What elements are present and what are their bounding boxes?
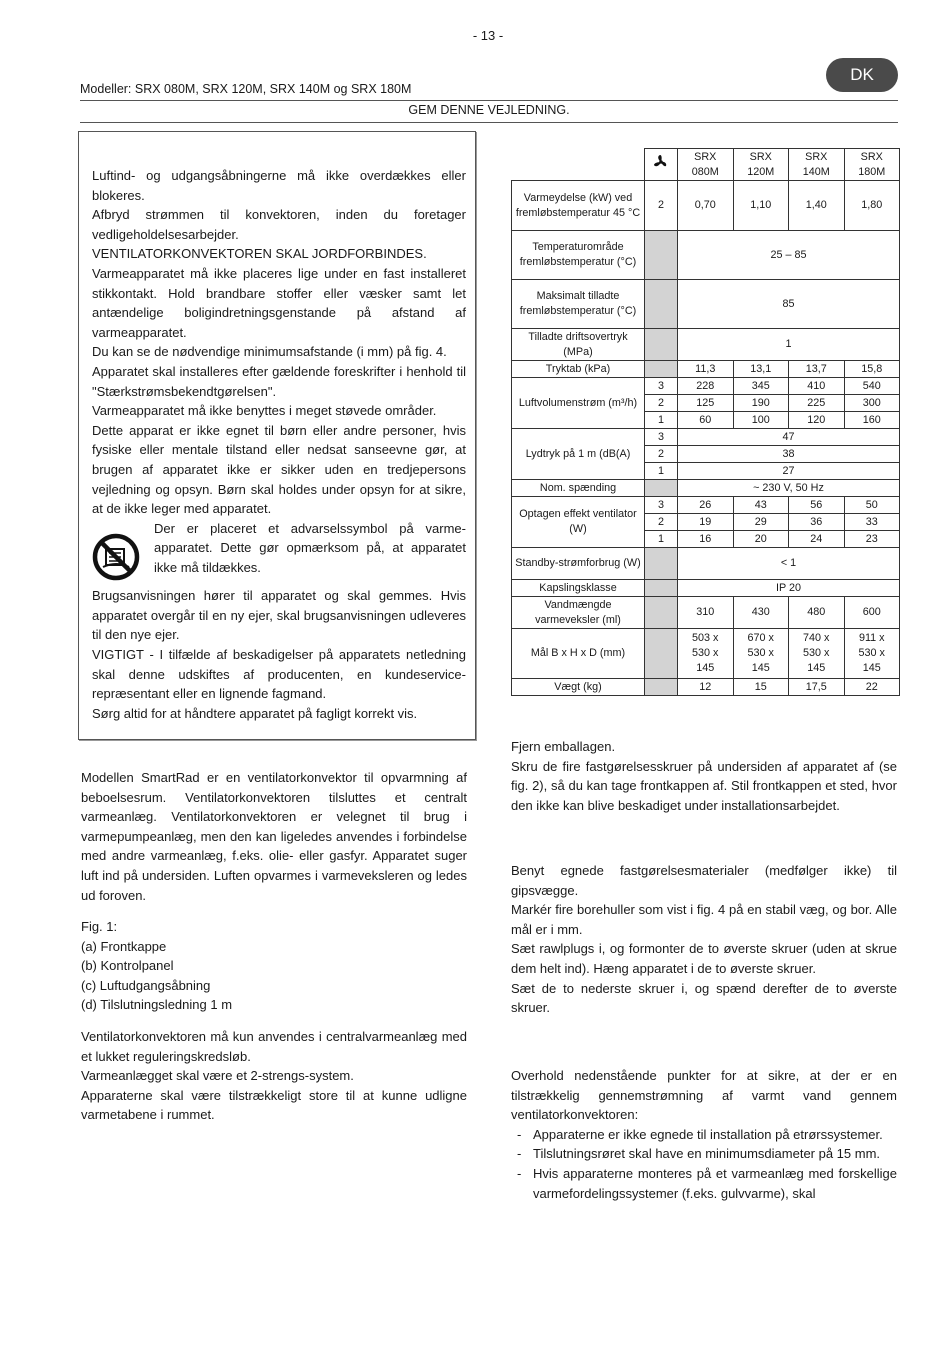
table-row bbox=[512, 597, 900, 629]
warning-paragraph: Brugsanvisningen hører til apparatet og skal gemmes. Hvis apparatet overgår til en ny ejer, skal brugsanvisningen udleveres til den nye ejer. bbox=[92, 588, 466, 643]
row-label: Mål B x H x D (mm) bbox=[512, 629, 645, 679]
table-cell: ~ 230 V, 50 Hz bbox=[678, 480, 900, 497]
row-label: Tryktab (kPa) bbox=[512, 361, 645, 378]
unpack-paragraph: Fjern emballagen. bbox=[511, 739, 616, 754]
table-cell: 16 bbox=[678, 531, 734, 548]
table-cell: 56 bbox=[789, 497, 845, 514]
warning-paragraph: Varmeapparatet må ikke placeres lige under en fast installeret stikkontakt. Hold brandbare stoffer eller væsker samt let antændelige boligindretningsgenstande på afstand af varmeapparatet. bbox=[92, 265, 466, 340]
figure-item: (c) Luftudgangsåbning bbox=[81, 977, 211, 993]
warning-paragraph: Varmeapparatet må ikke benyttes i meget støvede områder. bbox=[92, 403, 437, 419]
warning-paragraph: Dette apparat er ikke egnet til børn eller andre personer, hvis fysiske eller mentale tilstand eller nedsat sanseevne gør, at brugen af apparatet ikke er sikker uden en tredjepersons vejledning og opsyn. Børn skal holdes under opsyn for at sikre, at de ikke leger med apparatet. bbox=[92, 422, 466, 517]
use-paragraph: Ventilatorkonvektoren må kun anvendes i centralvarmeanlæg med et lukket reguleringskredsløb. bbox=[81, 1029, 467, 1064]
table-cell: 300 bbox=[844, 395, 900, 412]
list-item: - Apparaterne er ikke egnede til installation på etrørssystemer. bbox=[511, 1125, 897, 1145]
row-label: Standby-strømforbrug (W) bbox=[512, 548, 645, 580]
table-cell: 85 bbox=[678, 280, 900, 329]
table-row bbox=[512, 480, 900, 497]
table-cell: 540 bbox=[844, 378, 900, 395]
figure-title: Fig. 1: bbox=[81, 919, 118, 934]
figure-item: (d) Tilslutningsledning 1 m bbox=[81, 997, 233, 1013]
table-row bbox=[512, 497, 900, 514]
water-flow-section bbox=[511, 1066, 897, 1203]
figure-item: (b) Kontrolpanel bbox=[81, 958, 174, 974]
table-cell: 26 bbox=[678, 497, 734, 514]
row-label: Nom. spænding bbox=[512, 480, 645, 497]
table-cell: 1,10 bbox=[733, 181, 789, 231]
table-row bbox=[512, 231, 900, 280]
flow-intro: Overhold nedenstående punkter for at sikre, at der er en tilstrækkelig gennemstrømning af varmt vand gennem ventilatorkonvektoren: bbox=[511, 1068, 897, 1123]
warning-paragraph: Du kan se de nødvendige minimumsafstande (i mm) på fig. 4. bbox=[92, 344, 447, 360]
table-cell: 310 bbox=[678, 597, 734, 629]
fan-speed-icon bbox=[645, 149, 678, 181]
table-row bbox=[512, 280, 900, 329]
table-cell: 740 x 530 x 145 bbox=[789, 629, 845, 679]
table-cell: 480 bbox=[789, 597, 845, 629]
speed-cell: 2 bbox=[645, 395, 678, 412]
model-header: SRX 120M bbox=[733, 149, 789, 181]
table-cell: 11,3 bbox=[678, 361, 734, 378]
warning-paragraph: Sørg altid for at håndtere apparatet på fagligt korrekt vis. bbox=[92, 705, 418, 721]
row-label: Maksimalt tilladte fremløbstemperatur (°C) bbox=[512, 280, 645, 329]
table-cell: 24 bbox=[789, 531, 845, 548]
model-header: SRX 140M bbox=[789, 149, 845, 181]
table-cell: 13,7 bbox=[789, 361, 845, 378]
warning-paragraph: VENTILATORKONVEKTOREN SKAL JORDFORBINDES. bbox=[92, 246, 427, 262]
table-cell: 38 bbox=[678, 446, 900, 463]
warning-paragraph: VIGTIGT - I tilfælde af beskadigelser på apparatets netledning skal denne udskiftes af producenten, en kundeservice-repræsentant eller en lignende fagmand. bbox=[92, 647, 466, 702]
table-cell: 29 bbox=[733, 514, 789, 531]
warning-paragraph: Apparatet skal installeres efter gældende foreskrifter i henhold til "Stærkstrømsbekendtgørelsen". bbox=[92, 363, 466, 399]
header-rule-bottom bbox=[80, 122, 898, 123]
page-number: - 13 - bbox=[472, 28, 504, 43]
table-cell: 1,40 bbox=[789, 181, 845, 231]
row-label: Tilladte driftsovertryk (MPa) bbox=[512, 329, 645, 361]
table-cell: 410 bbox=[789, 378, 845, 395]
row-label: Luftvolumenstrøm (m³/h) bbox=[512, 378, 645, 429]
speed-cell: 2 bbox=[645, 514, 678, 531]
table-cell: 911 x 530 x 145 bbox=[844, 629, 900, 679]
mounting-section bbox=[511, 861, 897, 1018]
table-row bbox=[512, 181, 900, 231]
cover-warning-row bbox=[92, 519, 466, 587]
table-header-row bbox=[512, 149, 900, 181]
safety-warnings bbox=[92, 166, 466, 723]
table-cell: 125 bbox=[678, 395, 734, 412]
model-header: SRX 180M bbox=[844, 149, 900, 181]
row-label: Vægt (kg) bbox=[512, 679, 645, 696]
table-cell: IP 20 bbox=[678, 580, 900, 597]
table-row bbox=[512, 429, 900, 446]
language-badge: DK bbox=[826, 58, 898, 92]
table-cell: 25 – 85 bbox=[678, 231, 900, 280]
keep-instructions: GEM DENNE VEJLEDNING. bbox=[408, 103, 570, 117]
table-cell: 60 bbox=[678, 412, 734, 429]
warning-paragraph: Der er placeret et advarselssymbol på varme-apparatet. Dette gør opmærksom på, at apparatet ikke må tildækkes. bbox=[154, 520, 466, 575]
table-cell: 43 bbox=[733, 497, 789, 514]
row-label: Vandmængde varmeveksler (ml) bbox=[512, 597, 645, 629]
table-row bbox=[512, 679, 900, 696]
table-cell: 225 bbox=[789, 395, 845, 412]
speed-cell: 2 bbox=[645, 181, 678, 231]
mount-paragraph: Sæt de to nederste skruer i, og spænd derefter de to øverste skruer. bbox=[511, 980, 897, 1016]
row-label: Optagen effekt ventilator (W) bbox=[512, 497, 645, 548]
table-row bbox=[512, 329, 900, 361]
table-cell: 1 bbox=[678, 329, 900, 361]
table-cell: 50 bbox=[844, 497, 900, 514]
table-cell: 27 bbox=[678, 463, 900, 480]
table-cell: 13,1 bbox=[733, 361, 789, 378]
table-cell: 15 bbox=[733, 679, 789, 696]
table-row bbox=[512, 629, 900, 679]
table-cell: 20 bbox=[733, 531, 789, 548]
table-cell: 19 bbox=[678, 514, 734, 531]
row-label: Temperaturområde fremløbstemperatur (°C) bbox=[512, 231, 645, 280]
model-header: SRX 080M bbox=[678, 149, 734, 181]
table-cell: 190 bbox=[733, 395, 789, 412]
table-cell: 228 bbox=[678, 378, 734, 395]
unpacking-section bbox=[511, 737, 897, 815]
mount-paragraph: Benyt egnede fastgørelsesmaterialer (medfølger ikke) til gipsvægge. bbox=[511, 863, 897, 898]
intro-paragraph: Modellen SmartRad er en ventilatorkonvektor til opvarmning af beboelsesrum. Ventilatorkonvektoren tilsluttes et centralt varmeanlæg. Ventilatorkonvektoren er velegnet til brug i varmepumpeanlæg, men den kan ligeledes anvendes i forbindelse med andre varmeanlæg, f.eks. olie- eller gasfyr. Apparatet suger luft ind på undersiden. Luften opvarmes i varmeveksleren og ledes ud foroven. bbox=[81, 770, 467, 903]
table-cell: 0,70 bbox=[678, 181, 734, 231]
figure-item: (a) Frontkappe bbox=[81, 938, 167, 954]
table-row bbox=[512, 361, 900, 378]
speed-cell: 3 bbox=[645, 378, 678, 395]
table-cell: 23 bbox=[844, 531, 900, 548]
speed-cell: 2 bbox=[645, 446, 678, 463]
table-cell: 670 x 530 x 145 bbox=[733, 629, 789, 679]
table-cell: 36 bbox=[789, 514, 845, 531]
table-row bbox=[512, 378, 900, 395]
intended-use bbox=[81, 1027, 467, 1125]
table-cell: < 1 bbox=[678, 548, 900, 580]
table-cell: 600 bbox=[844, 597, 900, 629]
product-description bbox=[81, 768, 467, 905]
table-cell: 33 bbox=[844, 514, 900, 531]
table-cell: 345 bbox=[733, 378, 789, 395]
speed-cell: 3 bbox=[645, 429, 678, 446]
table-cell: 100 bbox=[733, 412, 789, 429]
table-cell: 1,80 bbox=[844, 181, 900, 231]
table-cell: 503 x 530 x 145 bbox=[678, 629, 734, 679]
warning-paragraph: Afbryd strømmen til konvektoren, inden du foretager vedligeholdelsesarbejder. bbox=[92, 207, 466, 242]
row-label: Lydtryk på 1 m (dB(A) bbox=[512, 429, 645, 480]
list-item: - Hvis apparaterne monteres på et varmeanlæg med forskellige varmefordelingssystemer (f.eks. gulvvarme), skal bbox=[511, 1164, 897, 1203]
row-label: Kapslingsklasse bbox=[512, 580, 645, 597]
table-cell: 430 bbox=[733, 597, 789, 629]
figure-legend bbox=[81, 917, 467, 1015]
unpack-paragraph: Skru de fire fastgørelsesskruer på undersiden af apparatet af (se fig. 2), så du kan tage frontkappen af. Stil frontkappen et sted, hvor den ikke kan blive beskadiget under installationsarbejdet. bbox=[511, 758, 897, 813]
use-paragraph: Varmeanlægget skal være et 2-strengs-system. bbox=[81, 1068, 354, 1084]
header-rule-top bbox=[80, 100, 898, 101]
do-not-cover-icon bbox=[92, 519, 154, 587]
models-heading: Modeller: SRX 080M, SRX 120M, SRX 140M og SRX 180M bbox=[80, 82, 412, 96]
table-cell: 17,5 bbox=[789, 679, 845, 696]
table-row bbox=[512, 548, 900, 580]
speed-cell: 3 bbox=[645, 497, 678, 514]
use-paragraph: Apparaterne skal være tilstrækkeligt store til at kunne udligne varmetabene i rummet. bbox=[81, 1087, 467, 1123]
technical-data-table bbox=[511, 148, 900, 696]
speed-cell: 1 bbox=[645, 531, 678, 548]
table-cell: 160 bbox=[844, 412, 900, 429]
table-row bbox=[512, 580, 900, 597]
table-cell: 12 bbox=[678, 679, 734, 696]
table-cell: 47 bbox=[678, 429, 900, 446]
flow-list bbox=[511, 1125, 897, 1203]
table-cell: 120 bbox=[789, 412, 845, 429]
row-label: Varmeydelse (kW) ved fremløbstemperatur 45 °C bbox=[512, 181, 645, 231]
table-cell: 22 bbox=[844, 679, 900, 696]
speed-cell: 1 bbox=[645, 412, 678, 429]
list-item: - Tilslutningsrøret skal have en minimumsdiameter på 15 mm. bbox=[511, 1144, 897, 1164]
warning-paragraph: Luftind- og udgangsåbningerne må ikke overdækkes eller blokeres. bbox=[92, 168, 466, 203]
table-cell: 15,8 bbox=[844, 361, 900, 378]
mount-paragraph: Sæt rawlplugs i, og formonter de to øverste skruer (uden at skrue dem helt ind). Hæng apparatet i de to øverste skruer. bbox=[511, 941, 897, 976]
mount-paragraph: Markér fire borehuller som vist i fig. 4 på en stabil væg, og bor. Alle mål er i mm. bbox=[511, 902, 897, 937]
speed-cell: 1 bbox=[645, 463, 678, 480]
